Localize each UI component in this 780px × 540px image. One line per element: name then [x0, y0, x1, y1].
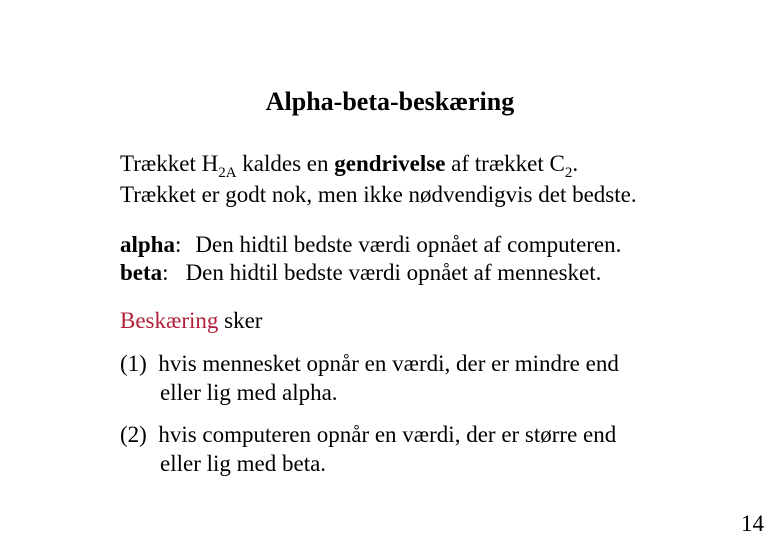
text-segment: Trækket H — [120, 151, 219, 176]
alpha-definition — [120, 231, 621, 259]
case-1-line-2: eller lig med alpha. — [160, 380, 338, 405]
alpha-term: alpha — [120, 232, 175, 257]
case-1-line-1 — [120, 350, 619, 378]
case-marker: (2) — [120, 422, 147, 447]
definition-line-2: Trækket er godt nok, men ikke nødvendigvis det bedste. — [120, 182, 637, 207]
definition-line-1 — [120, 150, 578, 181]
subscript: 2A — [218, 165, 237, 181]
case-2-line-2: eller lig med beta. — [160, 451, 327, 476]
case-marker: (1) — [120, 351, 147, 376]
beta-term: beta — [120, 260, 163, 285]
bold-term: gendrivelse — [334, 151, 446, 176]
beta-text: Den hidtil bedste værdi opnået af mennesket. — [185, 260, 602, 285]
case-text: hvis mennesket opnår en værdi, der er mindre end — [158, 351, 619, 376]
text-segment: . — [572, 151, 579, 176]
text-segment: af trækket C — [445, 151, 565, 176]
page-number: 14 — [741, 511, 764, 536]
alpha-text: Den hidtil bedste værdi opnået af computeren. — [195, 232, 622, 257]
beta-definition — [120, 259, 601, 287]
pruning-term: Beskæring — [120, 308, 219, 333]
text-segment: kaldes en — [236, 151, 335, 176]
case-text: hvis computeren opnår en værdi, der er større end — [158, 422, 617, 447]
colon: : — [174, 232, 182, 257]
pruning-heading — [120, 307, 262, 335]
pruning-rest: sker — [218, 308, 263, 333]
subscript: 2 — [564, 165, 573, 181]
case-2-line-1 — [120, 421, 616, 449]
colon: : — [162, 260, 169, 285]
slide-title: Alpha-beta-beskæring — [265, 87, 515, 116]
